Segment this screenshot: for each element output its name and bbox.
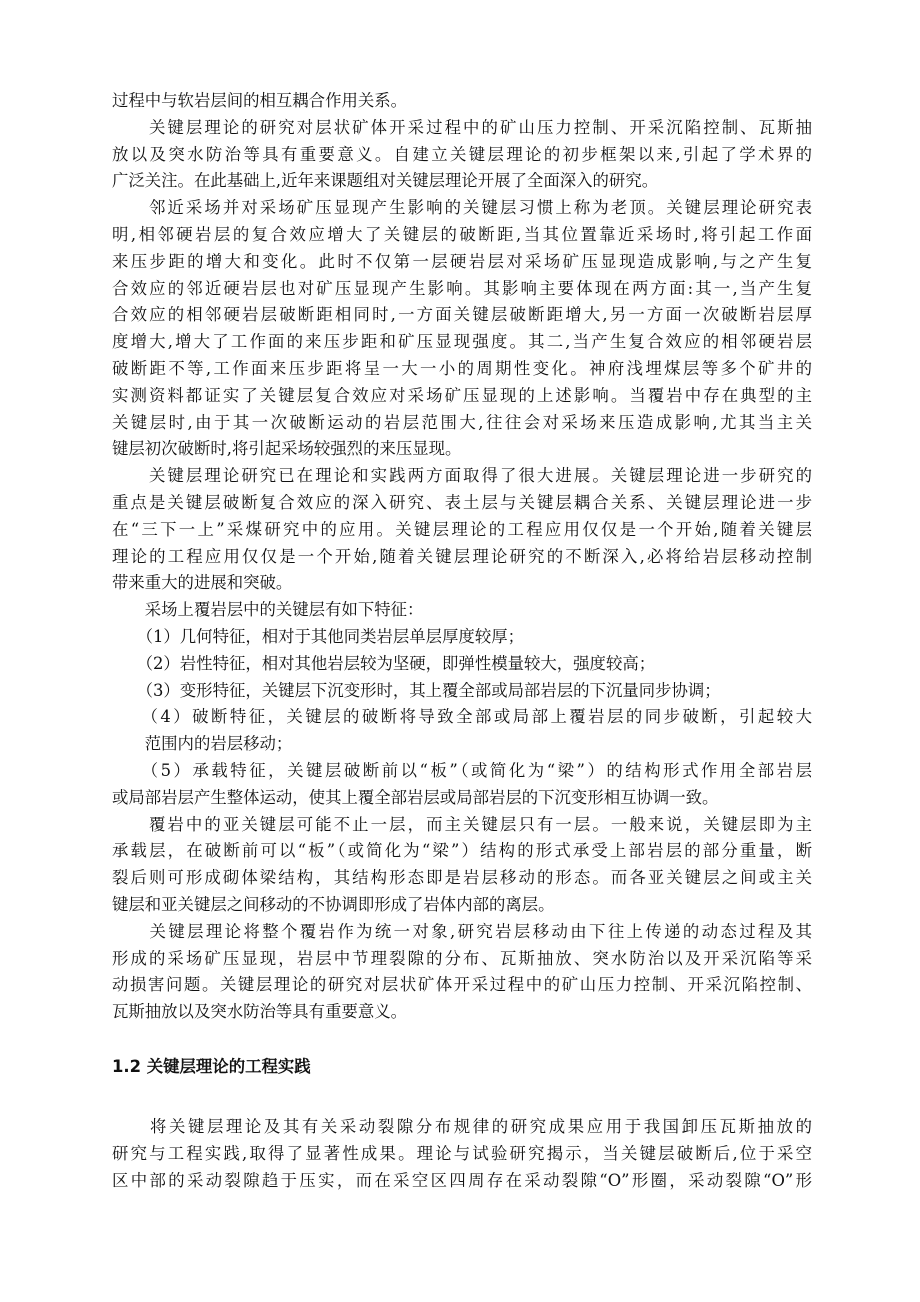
paragraph-old-roof [112,195,812,463]
section-heading: 1.2 关键层理论的工程实践 [112,1057,311,1076]
text-line: 重点是关键层破断复合效应的深入研究、表土层与关键层耦合关系、关键层理论进一步 [112,492,812,512]
paragraph-engineering [112,1114,812,1194]
text-line: 放以及突水防治等具有重要意义。自建立关键层理论的初步框架以来,引起了学术界的 [112,144,812,164]
feature-1 [112,624,812,651]
feature-2 [112,651,812,678]
paragraph-sub-key-layers [112,812,812,919]
text-line: 将关键层理论及其有关采动裂隙分布规律的研究成果应用于我国卸压瓦斯抽放的 [112,1117,812,1136]
text-line: 裂后则可形成砌体梁结构，其结构形态即是岩层移动的形态。而各亚关键层之间或主关 [112,868,812,888]
section-body-text [112,1114,812,1194]
text-line: 过程中与软岩层间的相互耦合作用关系。 [112,91,408,110]
text-line: （1）几何特征，相对于其他同类岩层单层厚度较厚； [112,626,524,646]
text-line: 或局部岩层产生整体运动，使其上覆全部岩层或局部岩层的下沉变形相互协调一致。 [112,787,719,807]
text-line: 广泛关注。在此基础上,近年来课题组对关键层理论开展了全面深入的研究。 [112,171,659,191]
text-line: 键层和亚关键层之间移动的不协调即形成了岩体内部的离层。 [112,894,555,914]
text-line: 度增大,增大了工作面的来压步距和矿压显现强度。其二,当产生复合效应的相邻硬岩层 [112,332,812,352]
paragraph-significance [112,115,812,195]
text-line: 明,相邻硬岩层的复合效应增大了关键层的破断距,当其位置靠近采场时,将引起工作面 [112,224,812,244]
text-line: 瓦斯抽放以及突水防治等具有重要意义。 [112,1002,408,1022]
text-line: （3）变形特征，关键层下沉变形时，其上覆全部或局部岩层的下沉量同步协调； [112,680,721,700]
paragraph-progress [112,463,812,597]
text-line: 覆岩中的亚关键层可能不止一层，而主关键层只有一层。一般来说，关键层即为主 [112,814,812,834]
text-line: 合效应的相邻硬岩层破断距相同时,一方面关键层破断距增大,另一方面一次破断岩层厚 [112,305,812,325]
features-intro [112,597,812,624]
text-line: 实测资料都证实了关键层复合效应对采场矿压显现的上述影响。当覆岩中存在典型的主 [112,385,812,405]
text-line: 邻近采场并对采场矿压显现产生影响的关键层习惯上称为老顶。关键层理论研究表 [112,198,812,218]
text-line: 关键层理论研究已在理论和实践两方面取得了很大进展。关键层理论进一步研究的 [112,466,812,486]
text-line: 关键层理论的研究对层状矿体开采过程中的矿山压力控制、开采沉陷控制、瓦斯抽 [112,117,812,137]
text-line: 范围内的岩层移动； [112,734,293,754]
text-line: 采场上覆岩层中的关键层有如下特征： [112,600,424,620]
text-line: 区中部的采动裂隙趋于压实，而在采空区四周存在采动裂隙“O”形圈，采动裂隙“O”形 [112,1170,812,1190]
text-line: 关键层理论将整个覆岩作为统一对象,研究岩层移动由下往上传递的动态过程及其 [112,921,812,941]
paragraph-continuation [112,88,812,115]
text-line: 理论的工程应用仅仅是一个开始,随着关键层理论研究的不断深入,必将给岩层移动控制 [112,546,812,566]
text-line: 合效应的邻近硬岩层也对矿压显现产生影响。其影响主要体现在两方面:其一,当产生复 [112,278,812,298]
body-text [112,88,812,1026]
text-line: 破断距不等,工作面来压步距将呈一大一小的周期性变化。神府浅埋煤层等多个矿井的 [112,358,812,378]
text-line: 在“三下一上”采煤研究中的应用。关键层理论的工程应用仅仅是一个开始,随着关键层 [112,519,812,539]
text-line: （2）岩性特征，相对其他岩层较为坚硬，即弹性模量较大，强度较高； [112,653,656,673]
text-line: 形成的采场矿压显现，岩层中节理裂隙的分布、瓦斯抽放、突水防治以及开采沉陷等采 [112,948,812,968]
text-line: 关键层时,由于其一次破断运动的岩层范围大,往往会对采场来压造成影响,尤其当主关 [112,412,812,432]
text-line: 研究与工程实践,取得了显著性成果。理论与试验研究揭示，当关键层破断后,位于采空 [112,1143,812,1163]
text-line: （4）破断特征，关键层的破断将导致全部或局部上覆岩层的同步破断，引起较大 [112,707,812,727]
text-line: （5）承载特征，关键层破断前以“板”（或简化为“梁”）的结构形式作用全部岩层 [112,760,812,780]
text-line: 承载层，在破断前可以“板”（或简化为“梁”）结构的形式承受上部岩层的部分重量，断 [112,841,812,861]
text-line: 键层初次破断时,将引起采场较强烈的来压显现。 [112,439,462,459]
text-line: 来压步距的增大和变化。此时不仅第一层硬岩层对采场矿压显现造成影响,与之产生复 [112,251,812,271]
feature-5 [112,758,812,812]
text-line: 动损害问题。关键层理论的研究对层状矿体开采过程中的矿山压力控制、开采沉陷控制、 [112,975,812,995]
feature-3 [112,678,812,705]
text-line: 带来重大的进展和突破。 [112,573,293,593]
feature-4 [112,704,812,758]
paragraph-unified [112,919,812,1026]
